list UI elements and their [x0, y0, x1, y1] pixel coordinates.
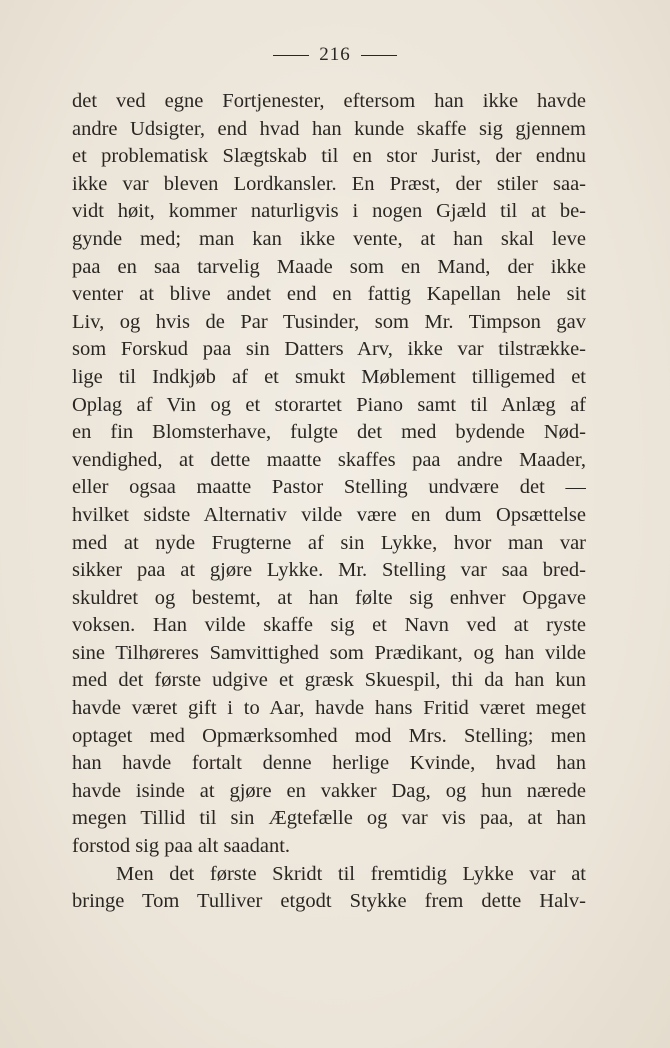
text-line: vendighed, at dette maatte skaffes paa andre Maader, — [72, 448, 586, 471]
text-line: sine Tilhøreres Samvittighed som Prædikant, og han vilde — [72, 641, 586, 664]
text-line: som Forskud paa sin Datters Arv, ikke var tilstrække- — [72, 338, 586, 361]
text-line: med at nyde Frugterne af sin Lykke, hvor man var — [72, 531, 586, 554]
text-line: et problematisk Slægtskab til en stor Jurist, der endnu — [72, 145, 586, 168]
text-line: sikker paa at gjøre Lykke. Mr. Stelling var saa bred- — [72, 559, 586, 582]
text-line: lige til Indkjøb af et smukt Møblement tilligemed et — [72, 365, 586, 388]
page-body-text — [72, 88, 586, 916]
text-line: han havde fortalt denne herlige Kvinde, hvad han — [72, 752, 586, 775]
text-line: venter at blive andet end en fattig Kapellan hele sit — [72, 283, 586, 306]
text-line: havde isinde at gjøre en vakker Dag, og hun nærede — [72, 779, 586, 802]
page-number: 216 — [319, 44, 351, 65]
text-line: med det første udgive et græsk Skuespil, thi da han kun — [72, 669, 586, 692]
text-line: skuldret og bestemt, at han følte sig enhver Opgave — [72, 586, 586, 609]
paragraph-start-line: Men det første Skridt til fremtidig Lykke var at — [116, 862, 586, 885]
text-line: andre Udsigter, end hvad han kunde skaffe sig gjennem — [72, 117, 586, 140]
text-line: en fin Blomsterhave, fulgte det med bydende Nød- — [72, 421, 586, 444]
text-line: Oplag af Vin og et storartet Piano samt til Anlæg af — [72, 393, 586, 416]
text-line: megen Tillid til sin Ægtefælle og var vis paa, at han — [72, 807, 586, 830]
text-line: eller ogsaa maatte Pastor Stelling undvære det — — [72, 476, 586, 499]
text-line: ikke var bleven Lordkansler. En Præst, der stiler saa- — [72, 172, 586, 195]
text-line: havde været gift i to Aar, havde hans Fritid været meget — [72, 697, 586, 720]
text-line: det ved egne Fortjenester, eftersom han ikke havde — [72, 90, 586, 112]
text-line: vidt høit, kommer naturligvis i nogen Gjæld til at be- — [72, 200, 586, 223]
header-dash-left — [273, 55, 309, 57]
text-line: gynde med; man kan ikke vente, at han skal leve — [72, 227, 586, 250]
text-line: paa en saa tarvelig Maade som en Mand, der ikke — [72, 255, 586, 278]
text-line: bringe Tom Tulliver etgodt Stykke frem dette Halv- — [72, 890, 586, 913]
text-line: Liv, og hvis de Par Tusinder, som Mr. Timpson gav — [72, 310, 586, 333]
header-dash-right — [361, 55, 397, 57]
text-line: optaget med Opmærksomhed mod Mrs. Stelling; men — [72, 724, 586, 747]
paragraph-end-line: forstod sig paa alt saadant. — [72, 835, 291, 858]
page-header — [0, 44, 670, 66]
text-line: voksen. Han vilde skaffe sig et Navn ved at ryste — [72, 614, 586, 637]
text-line: hvilket sidste Alternativ vilde være en dum Opsættelse — [72, 503, 586, 526]
